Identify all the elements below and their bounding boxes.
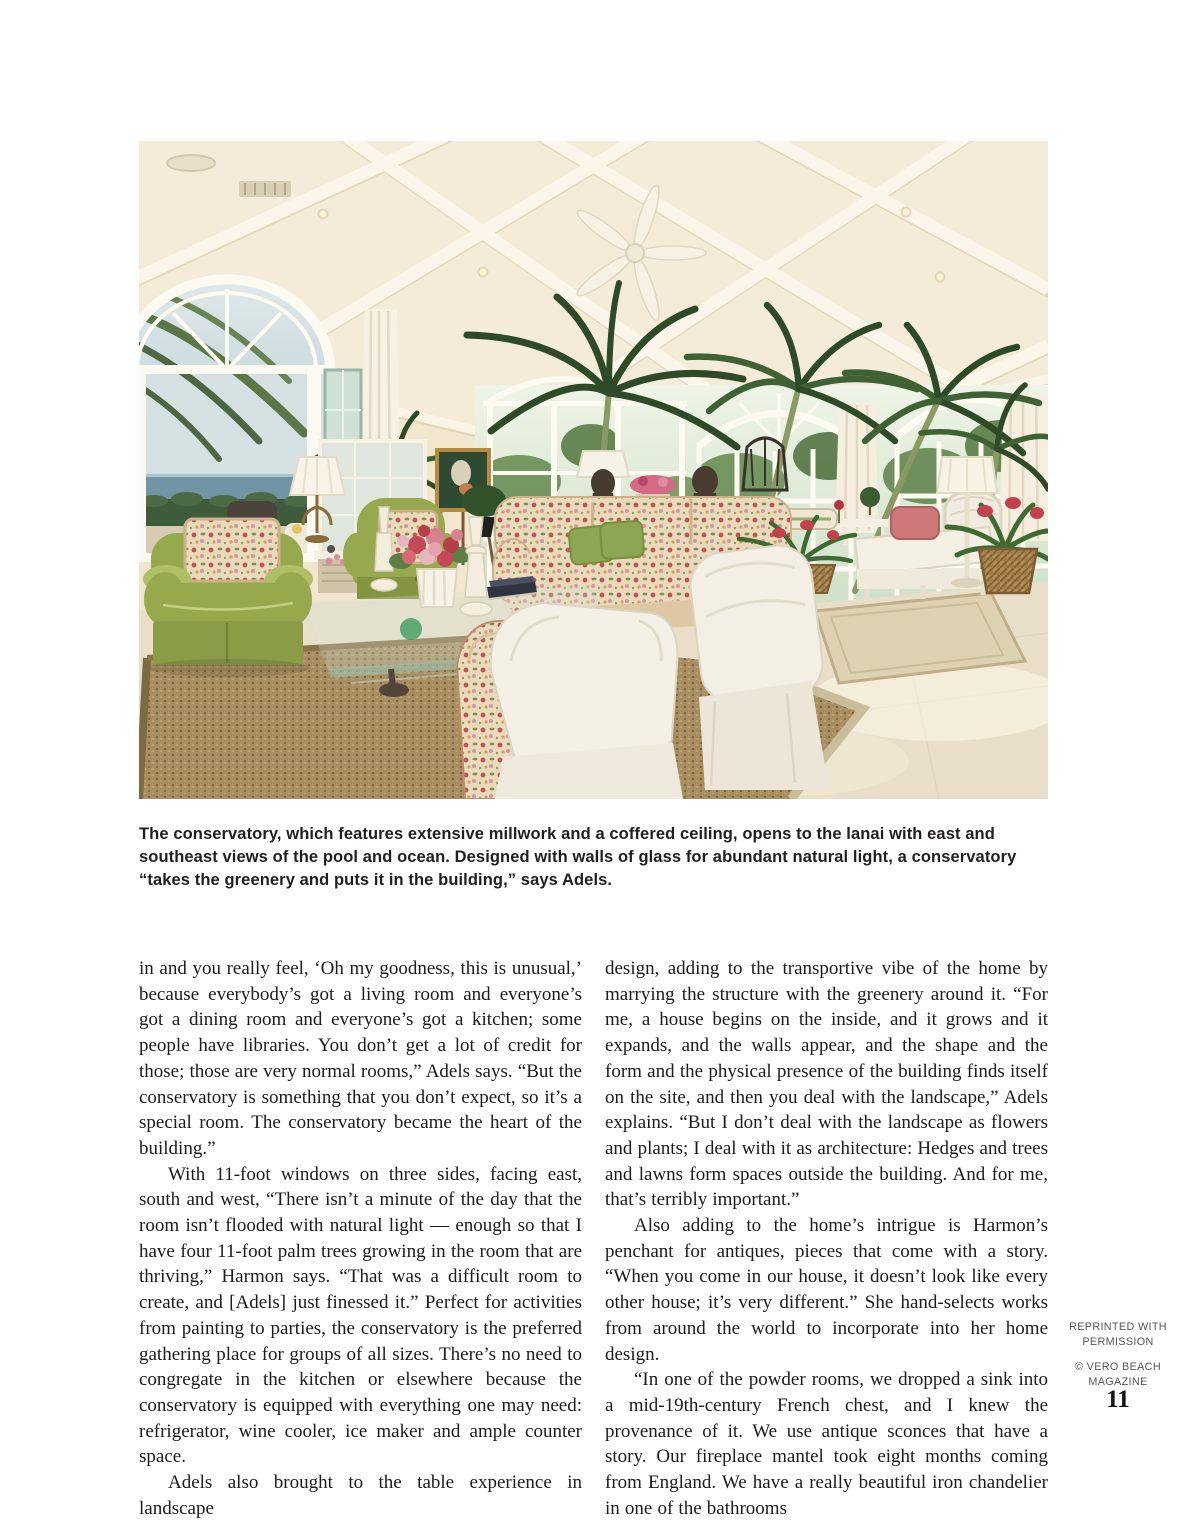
flower-cachepot <box>417 569 457 607</box>
magazine-credit <box>1056 1360 1180 1389</box>
air-vent <box>239 181 291 197</box>
article-column-right <box>605 956 1048 1521</box>
article-column-left <box>139 956 582 1521</box>
paragraph: in and you really feel, ‘Oh my goodness, this is unusual,’ because everybody’s got a living room and everyone’s got a dining room and everyone’s got a kitchen; some people have libraries. You don’t get a lot of credit for those; those are very normal rooms,” Adels says. “But the conservatory is something that you don’t expect, so it’s a special room. The conservatory became the heart of the building.” <box>139 958 582 1159</box>
green-glass-ornament <box>400 618 422 640</box>
floral-pillow-large <box>185 519 279 581</box>
paragraph: With 11-foot windows on three sides, facing east, south and west, “There isn’t a minute of the day that the room isn’t flooded with natural light — enough so that I have four 11-foot palm trees growing in the room that are thriving,” Harmon says. “That was a difficult room to create, and [Adels] just finessed it.” Perfect for activities from painting to parties, the conservatory is the preferred gathering place for groups of all sizes. There’s no need to congregate in the kitchen or elsewhere because the conservatory is equipped with everything one may need: refrigerator, wine cooler, ice maker and ample counter space. <box>139 1163 582 1468</box>
credit-line: © VERO BEACH <box>1075 1361 1161 1373</box>
conservatory-photo <box>139 141 1048 799</box>
reprint-line: REPRINTED WITH <box>1069 1321 1167 1333</box>
reprint-permission <box>1056 1320 1180 1349</box>
curtain-right <box>999 396 1048 541</box>
white-slipcover-chair-right <box>687 542 829 790</box>
credit-line: MAGAZINE <box>1088 1375 1148 1388</box>
paragraph: “In one of the powder rooms, we dropped a sink into a mid-19th-century French chest, and I knew the provenance of it. We use antique sconces that have a story. Our fireplace mantel took eight months coming from England. We have a really beautiful iron chandelier in one of the bathrooms <box>605 1369 1048 1519</box>
conservatory-photo-illustration <box>139 141 1048 799</box>
reprint-line: PERMISSION <box>1082 1335 1154 1348</box>
page-number: 11 <box>1106 1386 1130 1413</box>
paragraph: Also adding to the home’s intrigue is Harmon’s penchant for antiques, pieces that come with a story. “When you come in our house, it doesn’t look like every other house; it’s very different.” She hand-selects works from around the world to incorporate into her home design. <box>605 1215 1048 1365</box>
green-armchair <box>143 519 313 677</box>
white-slipcover-chair-left <box>491 603 683 799</box>
ceiling-speaker <box>167 155 215 171</box>
chaise-pink-pillow <box>891 507 939 539</box>
photo-caption: The conservatory, which features extensive millwork and a coffered ceiling, opens to the lanai with east and southeast views of the pool and ocean. Designed with walls of glass for abundant natural light, a conservatory “takes the greenery and puts it in the building,” says Adels. <box>139 824 1017 889</box>
paragraph: design, adding to the transportive vibe of the home by marrying the structure with the greenery around it. “For me, a house begins on the inside, and it grows and it expands, and the walls appear, and the shape and the form and the physical presence of the building finds itself on the site, and then you deal with the landscape,” Adels explains. “But I don’t deal with the landscape as flowers and plants; I deal with it as architecture: Hedges and trees and lawns form spaces outside the building. And for me, that’s terribly important.” <box>605 958 1048 1211</box>
paragraph: Adels also brought to the table experience in landscape <box>139 1472 582 1519</box>
